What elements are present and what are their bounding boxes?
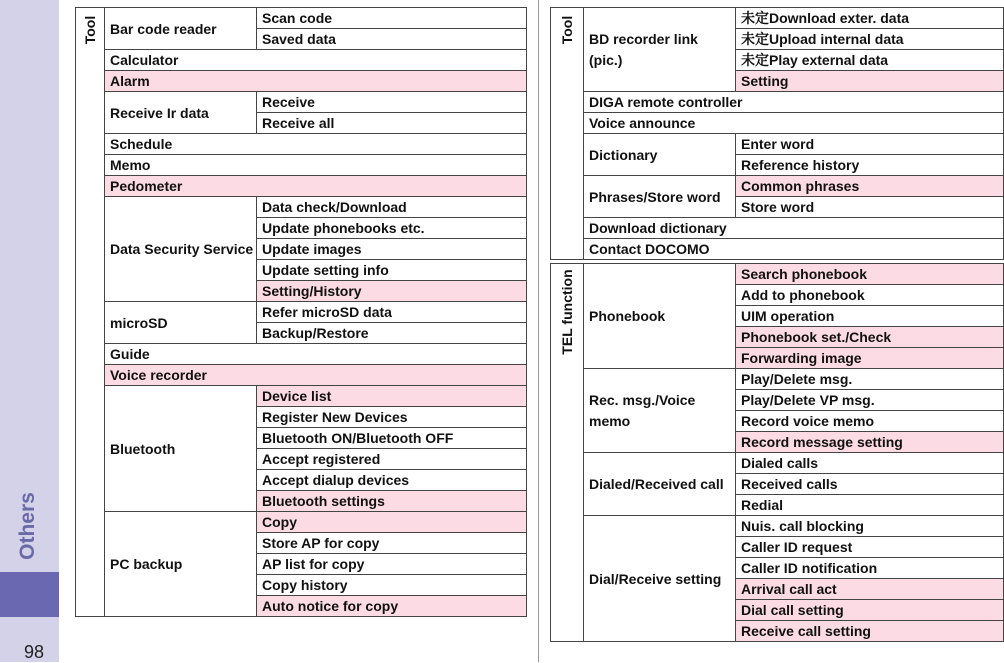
submenu-item: Device list [257, 386, 527, 407]
menu-rec-msg-voice-memo: Rec. msg./Voice memo [584, 369, 736, 453]
menu-voice-recorder: Voice recorder [105, 365, 527, 386]
menu-data-security-service: Data Security Service [105, 197, 257, 302]
submenu-item: Scan code [257, 8, 527, 29]
section-tab [0, 572, 59, 617]
menu-phonebook: Phonebook [584, 264, 736, 369]
submenu-item: Received calls [736, 474, 1004, 495]
submenu-item: Store word [736, 197, 1004, 218]
submenu-item: Receive [257, 92, 527, 113]
submenu-item: Update phonebooks etc. [257, 218, 527, 239]
submenu-item: Auto notice for copy [257, 596, 527, 617]
submenu-item: Receive all [257, 113, 527, 134]
submenu-item: Store AP for copy [257, 533, 527, 554]
submenu-item: Phonebook set./Check [736, 327, 1004, 348]
menu-dialed-received-call: Dialed/Received call [584, 453, 736, 516]
submenu-item: Caller ID notification [736, 558, 1004, 579]
page-number: 98 [24, 642, 45, 662]
submenu-item: 未定Play external data [736, 50, 1004, 71]
submenu-item: Bluetooth settings [257, 491, 527, 512]
tool-menu-table-right [550, 7, 1004, 260]
submenu-item: Update setting info [257, 260, 527, 281]
submenu-item: UIM operation [736, 306, 1004, 327]
menu-bd-recorder-link: BD recorder link (pic.) [584, 8, 736, 92]
submenu-item: Setting/History [257, 281, 527, 302]
menu-contact-docomo: Contact DOCOMO [584, 239, 1004, 260]
sidebar [0, 0, 59, 662]
submenu-item: Dial call setting [736, 600, 1004, 621]
submenu-item: Update images [257, 239, 527, 260]
menu-alarm: Alarm [105, 71, 527, 92]
submenu-item: Refer microSD data [257, 302, 527, 323]
menu-dial-receive-setting: Dial/Receive setting [584, 516, 736, 642]
menu-calculator: Calculator [105, 50, 527, 71]
submenu-item: Common phrases [736, 176, 1004, 197]
menu-voice-announce: Voice announce [584, 113, 1004, 134]
submenu-item: Register New Devices [257, 407, 527, 428]
menu-bluetooth: Bluetooth [105, 386, 257, 512]
submenu-item: AP list for copy [257, 554, 527, 575]
submenu-item: Reference history [736, 155, 1004, 176]
submenu-item: Search phonebook [736, 264, 1004, 285]
submenu-item: Play/Delete VP msg. [736, 390, 1004, 411]
submenu-item: Accept dialup devices [257, 470, 527, 491]
submenu-item: Nuis. call blocking [736, 516, 1004, 537]
submenu-item: Caller ID request [736, 537, 1004, 558]
section-label: Others [16, 492, 39, 560]
submenu-item: Receive call setting [736, 621, 1004, 642]
submenu-item: Play/Delete msg. [736, 369, 1004, 390]
menu-bar-code-reader: Bar code reader [105, 8, 257, 50]
submenu-item: Setting [736, 71, 1004, 92]
menu-receive-ir-data: Receive Ir data [105, 92, 257, 134]
menu-microsd: microSD [105, 302, 257, 344]
submenu-item: Redial [736, 495, 1004, 516]
menu-pedometer: Pedometer [105, 176, 527, 197]
submenu-item: Forwarding image [736, 348, 1004, 369]
tel-function-table [550, 263, 1004, 642]
category-tel-function: TEL function [551, 264, 584, 642]
submenu-item: Enter word [736, 134, 1004, 155]
column-divider [538, 0, 539, 662]
submenu-item: Bluetooth ON/Bluetooth OFF [257, 428, 527, 449]
menu-diga-remote: DIGA remote controller [584, 92, 1004, 113]
submenu-item: Saved data [257, 29, 527, 50]
menu-download-dictionary: Download dictionary [584, 218, 1004, 239]
menu-pc-backup: PC backup [105, 512, 257, 617]
menu-memo: Memo [105, 155, 527, 176]
submenu-item: 未定Upload internal data [736, 29, 1004, 50]
submenu-item: Accept registered [257, 449, 527, 470]
submenu-item: Data check/Download [257, 197, 527, 218]
submenu-item: Copy [257, 512, 527, 533]
tool-menu-table-left [75, 7, 527, 617]
menu-schedule: Schedule [105, 134, 527, 155]
submenu-item: Copy history [257, 575, 527, 596]
submenu-item: Add to phonebook [736, 285, 1004, 306]
submenu-item: Arrival call act [736, 579, 1004, 600]
submenu-item: Record message setting [736, 432, 1004, 453]
submenu-item: Record voice memo [736, 411, 1004, 432]
submenu-item: 未定Download exter. data [736, 8, 1004, 29]
submenu-item: Backup/Restore [257, 323, 527, 344]
submenu-item: Dialed calls [736, 453, 1004, 474]
menu-phrases-store-word: Phrases/Store word [584, 176, 736, 218]
category-tool: Tool [551, 8, 584, 260]
menu-guide: Guide [105, 344, 527, 365]
menu-dictionary: Dictionary [584, 134, 736, 176]
category-tool: Tool [76, 8, 105, 617]
